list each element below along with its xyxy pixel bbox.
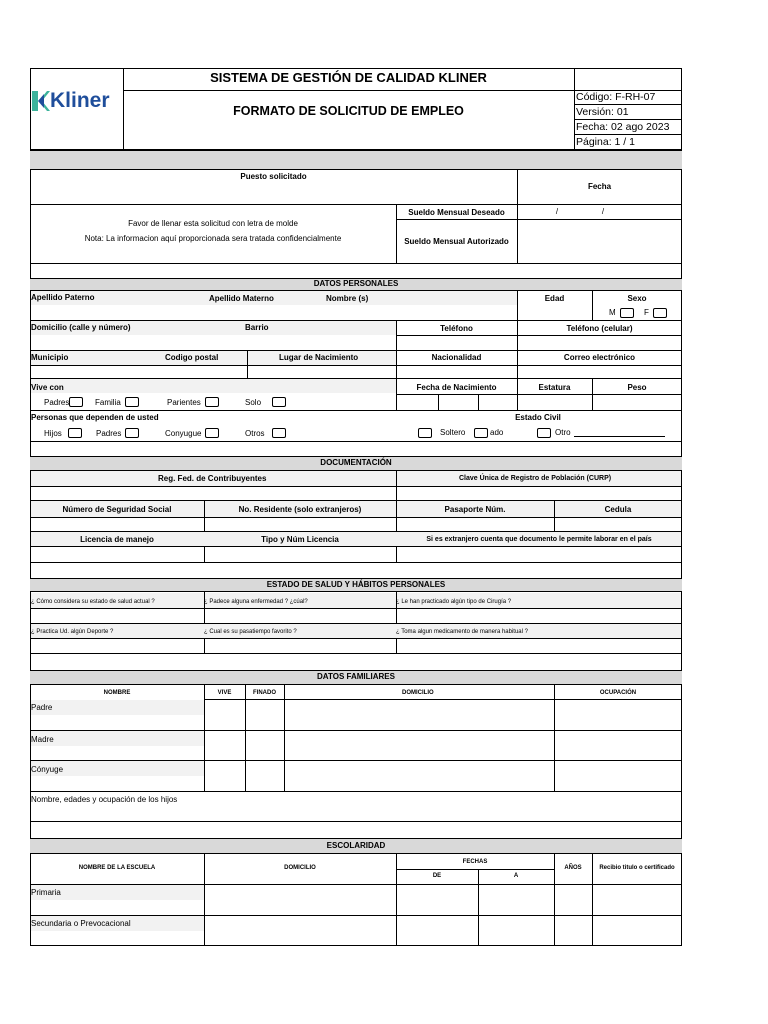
nss-label: Número de Seguridad Social <box>62 505 172 514</box>
sexo-f-label: F <box>644 308 649 317</box>
vive-solo-label: Solo <box>245 398 262 407</box>
col-domicilio: DOMICILIO <box>402 690 434 696</box>
soltero-checkbox[interactable] <box>418 428 432 438</box>
edad-label: Edad <box>544 294 565 303</box>
sexo-f-checkbox[interactable] <box>653 308 667 318</box>
esc-col-fechas: FECHAS <box>462 859 488 865</box>
vive-padres-checkbox[interactable] <box>69 397 83 407</box>
domicilio-label: Domicilio (calle y número) <box>31 323 131 332</box>
pasaporte-label: Pasaporte Núm. <box>444 505 506 514</box>
date-slash-1: / <box>555 207 559 216</box>
extranjero-label: Si es extranjero cuenta que documento le permite laborar en el país <box>426 536 652 543</box>
puesto-solicitado-label: Puesto solicitado <box>240 172 307 181</box>
sueldo-deseado-field[interactable] <box>518 205 681 219</box>
curp-label: Clave Única de Registro de Población (CURP) <box>459 475 612 482</box>
system-title: SISTEMA DE GESTIÓN DE CALIDAD KLINER <box>210 70 487 85</box>
vive-familia-label: Familia <box>95 398 121 407</box>
col-finado: FINADO <box>253 690 276 696</box>
doc-page: Página: 1 / 1 <box>576 136 635 148</box>
dep-padres-checkbox[interactable] <box>125 428 139 438</box>
escolaridad-heading: ESCOLARIDAD <box>326 841 386 850</box>
dep-conyugue-label: Conyugue <box>165 429 202 438</box>
sexo-m-label: M <box>609 308 616 317</box>
fam-row-conyuge: Cónyuge <box>31 765 64 774</box>
vive-padres-label: Padres <box>44 398 70 407</box>
vive-con-label: Vive con <box>31 383 64 392</box>
familiares-heading: DATOS FAMILIARES <box>317 672 395 681</box>
esc-row-secundaria: Secundaria o Prevocacional <box>31 919 131 928</box>
fam-row-madre: Madre <box>31 735 54 744</box>
q-medicamento: ¿ Toma algun medicamento de manera habitual ? <box>396 629 528 635</box>
fecha-nacimiento-label: Fecha de Nacimiento <box>416 383 497 392</box>
fecha-label: Fecha <box>587 182 612 191</box>
col-nombre: NOMBRE <box>103 690 131 696</box>
q-enfermedad: ¿ Padece alguna enfermedad ? ¿cúal? <box>204 599 308 605</box>
logo-text: Kliner <box>50 89 110 112</box>
sexo-m-checkbox[interactable] <box>620 308 634 318</box>
q-deporte: ¿ Practica Ud. algún Deporte ? <box>31 629 114 635</box>
vive-familia-checkbox[interactable] <box>125 397 139 407</box>
documentacion-heading: DOCUMENTACIÓN <box>320 458 392 467</box>
instruction-2: Nota: La informacion aquí proporcionada sera tratada confidencialmente <box>84 234 342 243</box>
sueldo-autorizado-label: Sueldo Mensual Autorizado <box>404 237 509 246</box>
esc-col-domicilio: DOMICILIO <box>284 865 316 871</box>
col-vive: VIVE <box>217 690 232 696</box>
apellido-paterno-label: Apellido Paterno <box>31 293 95 302</box>
esc-col-de: DE <box>432 873 442 879</box>
licencia-label: Licencia de manejo <box>80 535 154 544</box>
rfc-label: Reg. Fed. de Contribuyentes <box>158 474 267 483</box>
celular-label: Teléfono (celular) <box>566 324 633 333</box>
soltero-label: Soltero <box>440 428 466 437</box>
esc-col-escuela: NOMBRE DE LA ESCUELA <box>78 865 156 871</box>
telefono-label: Teléfono <box>440 324 473 333</box>
dependientes-label: Personas que dependen de usted <box>31 413 159 422</box>
sexo-label: Sexo <box>627 294 647 303</box>
sueldo-autorizado-field[interactable] <box>518 220 681 263</box>
nacionalidad-label: Nacionalidad <box>431 353 482 362</box>
otro-estado-label: Otro <box>555 428 571 437</box>
fam-row-padre: Padre <box>31 703 53 712</box>
q-salud: ¿ Cómo considera su estado de salud actual ? <box>31 599 155 605</box>
casado-label: ado <box>490 428 504 437</box>
fam-hijos-label: Nombre, edades y ocupación de los hijos <box>31 795 178 804</box>
q-cirugia: ¿ Le han practicado algún tipo de Cirugía ? <box>396 599 512 605</box>
esc-col-titulo: Recibio titulo o certificado <box>599 865 675 871</box>
dep-otros-checkbox[interactable] <box>272 428 286 438</box>
esc-col-a: A <box>513 873 519 879</box>
salud-heading: ESTADO DE SALUD Y HÁBITOS PERSONALES <box>266 580 446 589</box>
kliner-logo-icon <box>32 91 50 111</box>
peso-label: Peso <box>627 383 647 392</box>
cedula-label: Cedula <box>604 505 632 514</box>
doc-date: Fecha: 02 ago 2023 <box>576 121 670 133</box>
vive-parientes-label: Parientes <box>167 398 201 407</box>
doc-version: Versión: 01 <box>576 106 629 118</box>
municipio-label: Municipio <box>31 353 69 362</box>
date-slash-2: / <box>601 207 605 216</box>
codigo-postal-label: Codigo postal <box>165 353 219 362</box>
instruction-1: Favor de llenar esta solicitud con letra de molde <box>128 219 298 228</box>
lugar-nacimiento-label: Lugar de Nacimiento <box>279 353 359 362</box>
casado-checkbox[interactable] <box>474 428 488 438</box>
dep-otros-label: Otros <box>245 429 265 438</box>
esc-row-primaria: Primaria <box>31 888 61 897</box>
nombre-label: Nombre (s) <box>326 294 369 303</box>
estatura-label: Estatura <box>538 383 571 392</box>
tipo-licencia-label: Tipo y Núm Licencia <box>261 535 339 544</box>
otro-estado-checkbox[interactable] <box>537 428 551 438</box>
logo <box>32 89 122 113</box>
otro-estado-line[interactable] <box>574 436 665 437</box>
q-pasatiempo: ¿ Cual es su pasatiempo favorito ? <box>204 629 297 635</box>
correo-label: Correo electrónico <box>563 353 636 362</box>
residente-label: No. Residente (solo extranjeros) <box>238 505 362 514</box>
sueldo-deseado-label: Sueldo Mensual Deseado <box>408 208 505 217</box>
datos-personales-heading: DATOS PERSONALES <box>313 279 399 288</box>
vive-parientes-checkbox[interactable] <box>205 397 219 407</box>
doc-code: Código: F-RH-07 <box>576 91 656 103</box>
esc-col-anios: AÑOS <box>564 865 582 871</box>
dep-conyugue-checkbox[interactable] <box>205 428 219 438</box>
dep-hijos-checkbox[interactable] <box>68 428 82 438</box>
dep-hijos-label: Hijos <box>44 429 62 438</box>
apellido-materno-label: Apellido Materno <box>209 294 274 303</box>
barrio-label: Barrio <box>245 323 269 332</box>
vive-solo-checkbox[interactable] <box>272 397 286 407</box>
col-ocupacion: OCUPACIÓN <box>599 690 637 696</box>
estado-civil-label: Estado Civil <box>515 413 561 422</box>
dep-padres-label: Padres <box>96 429 122 438</box>
form-title: FORMATO DE SOLICITUD DE EMPLEO <box>233 104 464 118</box>
